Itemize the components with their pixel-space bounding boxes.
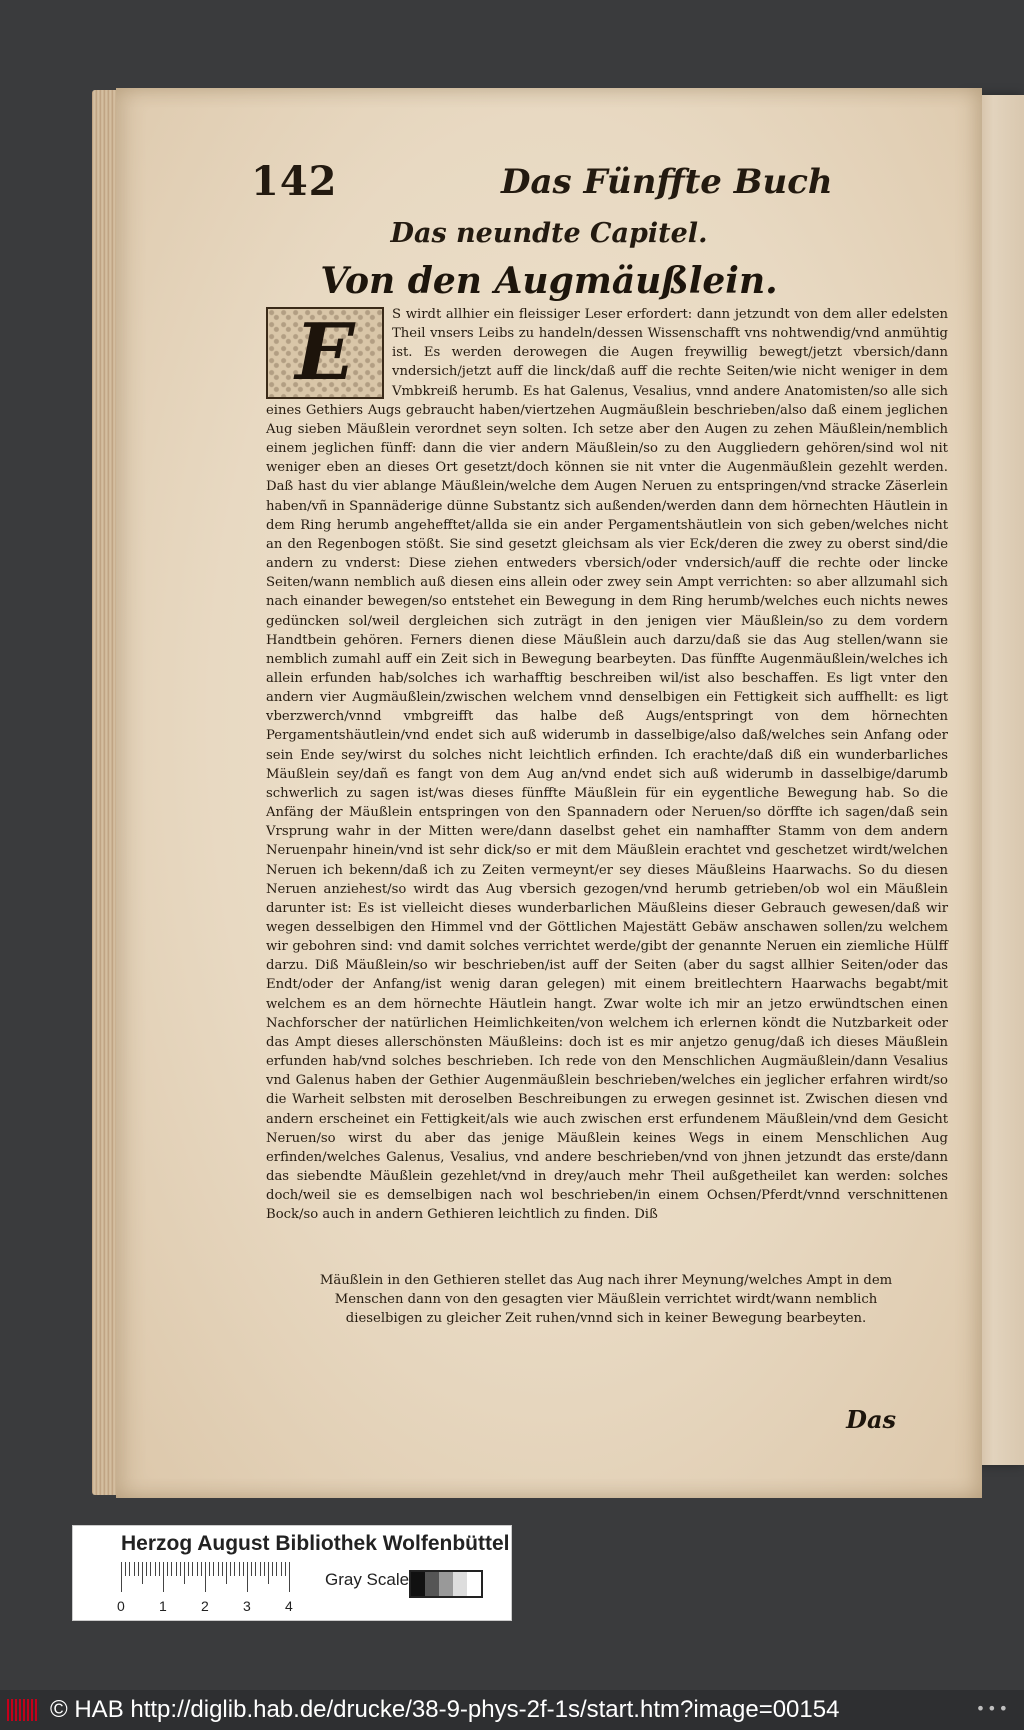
ruler-tick	[264, 1562, 265, 1576]
ruler-tick	[134, 1562, 135, 1576]
ruler-tick	[184, 1562, 185, 1584]
catchword: Das	[846, 1405, 896, 1434]
ruler-tick	[222, 1562, 223, 1576]
page-number: 142	[251, 158, 338, 205]
ruler-tick	[285, 1562, 286, 1576]
ruler-number: 4	[285, 1598, 293, 1614]
ruler-tick	[255, 1562, 256, 1576]
ruler-tick	[289, 1562, 290, 1592]
ruler-tick	[180, 1562, 181, 1576]
footer-bar	[0, 1690, 1024, 1730]
ruler-tick	[281, 1562, 282, 1576]
closing-paragraph: Mäußlein in den Gethieren stellet das Aug nach ihrer Meynung/welches Ampt in dem Menschen dann von den gesagten vier Mäußlein verrichtet wirdt/wann nemblich dieselbigen zu gleicher Zeit ruhen/vnnd sich in keiner Bewegung bearbeyten.	[319, 1273, 893, 1326]
chapter-label: Das neundte Capitel.	[390, 218, 708, 249]
ruler-tick	[159, 1562, 160, 1576]
ruler-tick	[209, 1562, 210, 1576]
color-scale-card	[72, 1525, 512, 1621]
body-text	[266, 305, 948, 1225]
ruler-tick	[272, 1562, 273, 1576]
gray-scale-swatches	[409, 1570, 483, 1598]
ruler-tick	[129, 1562, 130, 1576]
hab-logo-icon[interactable]	[0, 1690, 44, 1730]
ruler-number: 3	[243, 1598, 251, 1614]
ruler-tick	[230, 1562, 231, 1576]
ruler-tick	[150, 1562, 151, 1576]
gray-scale-label: Gray Scale	[325, 1570, 410, 1589]
ruler-tick	[142, 1562, 143, 1584]
initial-letter: E	[295, 307, 355, 399]
ruler-tick	[201, 1562, 202, 1576]
ruler-tick	[218, 1562, 219, 1576]
decorated-initial	[266, 307, 384, 399]
chapter-title: Von den Augmäußlein.	[320, 260, 778, 302]
ruler-tick	[167, 1562, 168, 1576]
ruler-tick	[155, 1562, 156, 1576]
ruler-tick	[243, 1562, 244, 1576]
footer-citation-link[interactable]: © HAB http://diglib.hab.de/drucke/38-9-phys-2f-1s/start.htm?image=00154	[50, 1696, 840, 1723]
ruler-tick	[260, 1562, 261, 1576]
ruler-number: 2	[201, 1598, 209, 1614]
ruler-tick	[176, 1562, 177, 1576]
ruler-tick	[125, 1562, 126, 1576]
ruler-tick	[163, 1562, 164, 1592]
ruler-tick	[121, 1562, 122, 1592]
ruler-tick	[247, 1562, 248, 1592]
running-title: Das Fünffte Buch	[501, 162, 833, 202]
ruler-tick	[226, 1562, 227, 1584]
ruler-tick	[146, 1562, 147, 1576]
ruler-tick	[138, 1562, 139, 1576]
ruler-number: 0	[117, 1598, 125, 1614]
body-paragraph: S wirdt allhier ein fleissiger Leser erfordert: dann jetzundt von dem aller edelsten Theil vnsers Leibs zu handeln/dessen Wissenschafft vns nohtwendig/vnd anmühtig ist. Es werden derowegen die Augen freywillig bewegt/jetzt vbersich/dann vndersich/jetzt auff die linck/daß auff die rechte Seiten/wie nicht weniger in dem Vmbkreiß herumb. Es hat Galenus, Vesalius, vnnd andere Anatomisten/so alle sich eines Gethiers Augs gebraucht haben/viertzehen Augmäußlein beschrieben/also daß einem jeglichen Aug sieben Mäußlein verordnet seyn solten. Ich setze aber den Augen zu zehen Mäußlein/nemblich einem jeglichen fünff: dann die vier andern Mäußlein/so zu den Auggliedern gehören/sind wol nit weniger eben an dieses Ort gesetzt/doch können sie nit vnter die Augenmäußlein gezehlt werden. Daß hast du vier ablange Mäußlein/welche dem Augen Neruen zu entspringen/vnd stracke Zäserlein haben/vñ in Spannäderige dünne Substantz sich außenden/werden dann dem hörnechten Häutlein in dem Ring herumb angehefftet/allda sie ein ander Pergamentshäutlein von sich geben/welches nicht an den Regenbogen stößt. Sie sind gesetzt gleichsam als vier Eck/deren die zwey zu oberst sind/die andern zu vnderst: Diese ziehen entweders vbersich/oder vndersich/auff die rechte oder lincke Seiten/wann nemblich auß diesen eins allein oder zwey sein Ampt verrichten: so aber allzumahl sich nach einander bewegen/so entstehet ein Bewegung in dem Ring herumb/welches euch nichts newes gedüncken sol/weil dergleichen sich zuträgt in den jenigen vier Mäußlein/so zu dem vordern Handtbein gehören. Ferners dienen diese Mäußlein auch darzu/daß sie das Aug stellen/wann sie nemblich zumahl auff ein Zeit sich in Bewegung bearbeyten. Das fünffte Augenmäußlein/welches ich allein erfunden hab/solches ich warhafftig beschreiben wil/ist also beschaffen. Es ligt vnter den andern vier Augmäußlein/zwischen welchem vnnd denselbigen ein Fettigkeit sich auffhellt: es ligt vberzwerch/vnnd vmbgreifft das halbe deß Augs/entspringt von dem hörnechten Pergamentshäutlein/vnd endet sich auß widerumb in dasselbige/also daß/welches sein Anfang oder sein Ende sey/wirst du solches nicht leichtlich erfinden. Ich erachte/daß diß ein wunderbarliches Mäußlein sey/dañ es fangt von dem Aug an/vnd endet sich auß widerumb in dasselbige/darumb schwerlich zu sagen ist/was dieses fünffte Mäußlein für ein eygentliche Bewegung hab. So die Anfäng der Mäußlein entspringen von den Spannadern oder Neruen/so dörffte ich sagen/daß sein Vrsprung wahr in der Mitten were/dann daselbst gehet ein namhaffter Stamm von dem andern Neruenpahr hinein/vnd ist sehr dick/so er mit dem Mäußlein erachtet vnd geschetzet wirdt/welchen Neruen ich bekenn/daß ich zu Zeiten vermeynt/er sey dieses Mäußleins Haarwachs. So du diesen Neruen anziehest/so wirdt das Aug vbersich gezogen/vnd herumb getrieben/ob wol ein Mäußlein darunter ist: Es ist vielleicht dieses wunderbarlichen Mäußleins dieser Gebrauch gewesen/daß wir wegen desselbigen den Himmel vnd der Göttlichen Majestätt Gebäw anschawen sollen/zu welchem wir gebohren sind: vnd damit solches verrichtet werde/gibt der genannte Neruen ein ziemliche Hülff darzu. Diß Mäußlein/so wir beschrieben/ist auff der Seiten (aber du sagst allhier Seiten/oder das Endt/oder der Anfang/ist wenig daran gelegen) mit einem breitlechtern Haarwachs begabt/mit welchem es an dem hörnechte Häutlein hangt. Zwar wolte ich mir an jetzo erwündtschen einen Nachforscher der natürlichen Heimlichkeiten/von welchem ich erlernen köndt die Nutzbarkeit oder das Ampt dieses allerschönsten Mäußleins: doch ist es mir anjetzo genug/daß ich dieses Mäußlein erfunden hab/vnd solches beschrieben. Ich rede von den Menschlichen Augmäußlein/dann Vesalius vnd Galenus haben der Gethier Augenmäußlein beschrieben/welches ein jeglicher erfahren wirdt/so die Warheit selbsten mit deroselben Beschreibungen zu erwegen gesinnet ist. Zwischen diesen vnd andern erscheinet ein Fettigkeit/als wie auch zwischen erst erfundenem Mäußlein/vnd dem Gesicht Neruen/so wirst du aber das jenige Mäußlein keines Wegs in einem Menschlichen Aug erfinden/welches Galenus, Vesalius, vnd andere beschrieben/vnd von jhnen jetzundt das erste/dann das siebendte Mäußlein gezehlet/vnd in drey/auch mehr Theil außgetheilet kan werden: solches doch/weil sie es demselbigen nach wol beschrieben/in einem Ochsen/Pferdt/vnnd verschnittenen Bock/so auch in andern Gethieren leichtlich zu finden. Diß	[266, 307, 948, 1223]
ruler-tick	[276, 1562, 277, 1576]
ruler-tick	[239, 1562, 240, 1576]
ruler-tick	[192, 1562, 193, 1576]
ruler-tick	[205, 1562, 206, 1592]
ruler-tick	[188, 1562, 189, 1576]
running-head	[251, 158, 902, 218]
more-options-icon[interactable]: •••	[975, 1699, 1010, 1718]
ruler-tick	[234, 1562, 235, 1576]
ruler-tick	[268, 1562, 269, 1584]
book-page	[116, 88, 982, 1498]
library-name: Herzog August Bibliothek Wolfenbüttel	[121, 1532, 510, 1555]
centimeter-ruler	[117, 1562, 293, 1614]
ruler-number: 1	[159, 1598, 167, 1614]
ruler-tick	[213, 1562, 214, 1576]
ruler-tick	[171, 1562, 172, 1576]
ruler-tick	[251, 1562, 252, 1576]
ruler-tick	[197, 1562, 198, 1576]
